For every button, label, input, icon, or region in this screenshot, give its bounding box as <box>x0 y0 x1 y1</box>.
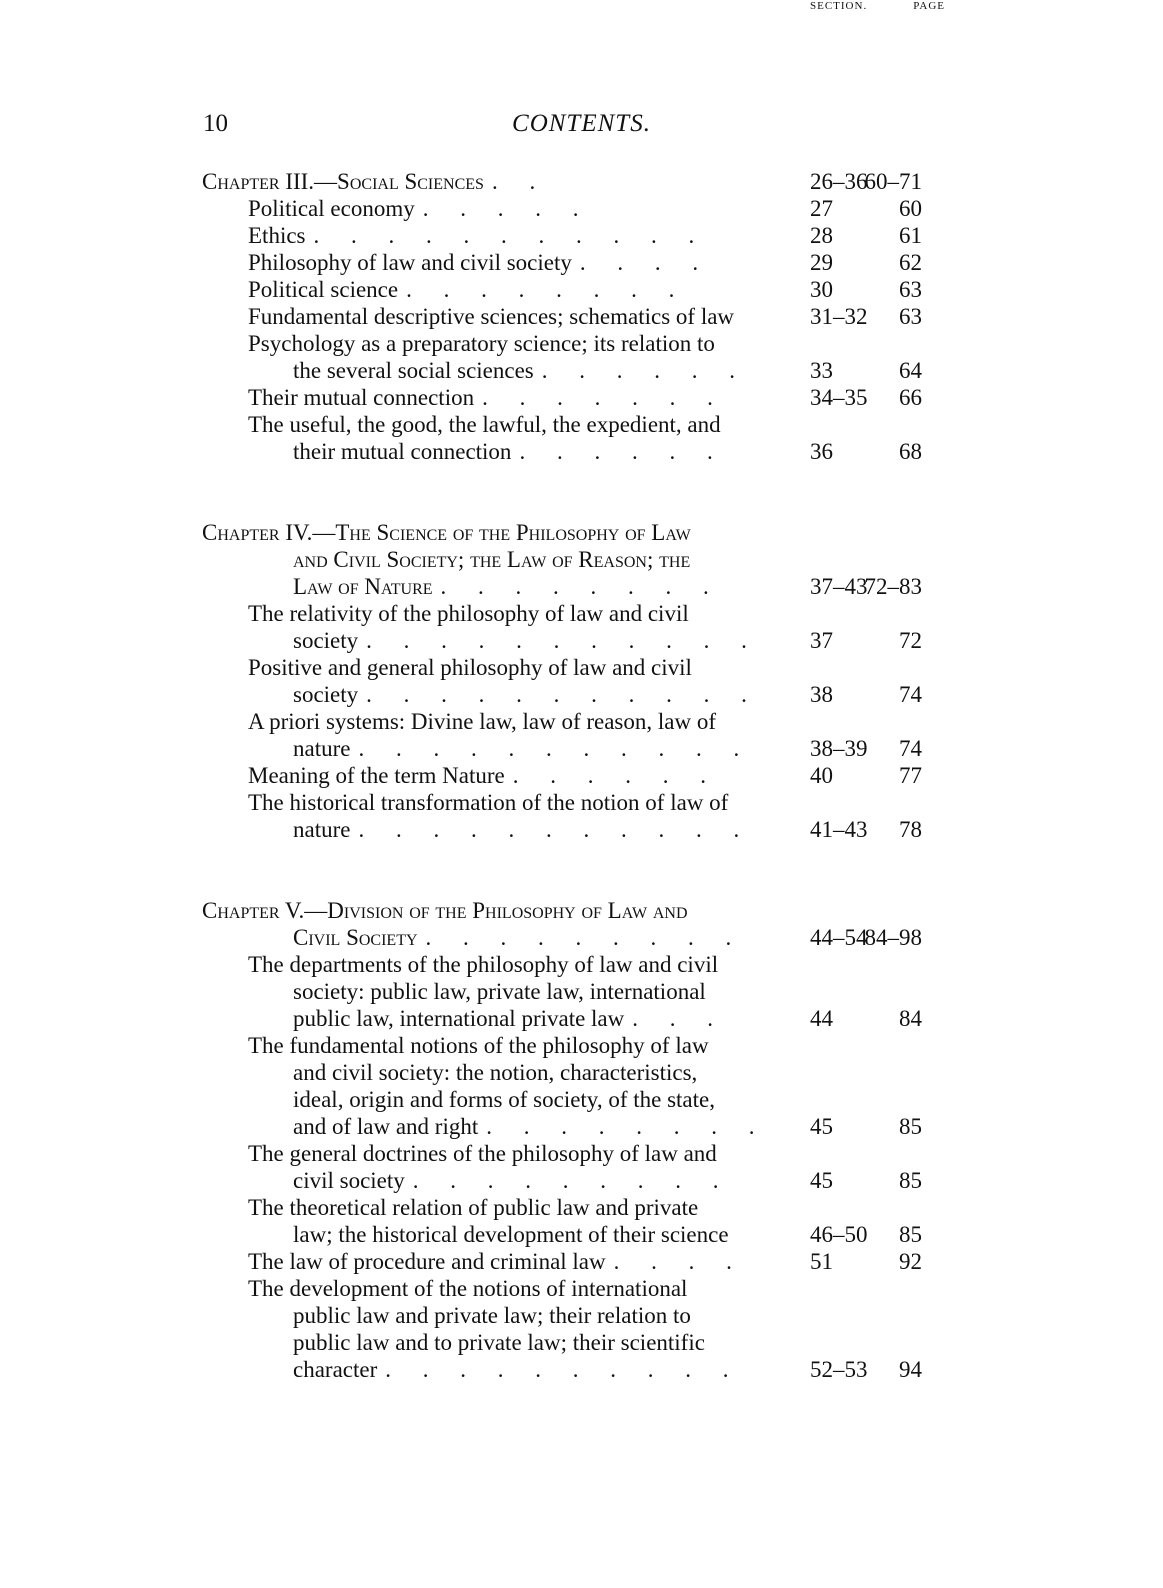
entry-text: Ethics <box>248 223 306 248</box>
toc-entry <box>0 789 1163 816</box>
chapter-heading <box>0 519 1163 546</box>
toc-entry <box>0 1059 1163 1086</box>
page-reference: 85 <box>899 1114 922 1139</box>
entry-text-wrap <box>248 1275 695 1302</box>
entry-text-wrap <box>248 1248 745 1275</box>
toc-entry <box>0 1356 1163 1383</box>
section-number: 29 <box>810 250 833 275</box>
entry-text: The departments of the philosophy of law and civil <box>248 952 719 977</box>
section-number: 46–50 <box>810 1222 868 1247</box>
page-reference: 66 <box>899 385 922 410</box>
section-number: 45 <box>810 1168 833 1193</box>
leader-dots: . . . . . . . . . <box>425 925 745 950</box>
entry-text: Civil Society <box>293 925 418 950</box>
toc-entry <box>0 600 1163 627</box>
chapter-gap <box>0 465 1163 519</box>
entry-text: their mutual connection <box>293 439 512 464</box>
page-reference: 84 <box>899 1006 922 1031</box>
entry-text-wrap <box>293 1221 737 1248</box>
toc-entry <box>0 1221 1163 1248</box>
toc-entry <box>0 330 1163 357</box>
entry-text-wrap <box>248 708 724 735</box>
toc-entry <box>0 1005 1163 1032</box>
toc-entry <box>0 573 1163 600</box>
entry-text: society <box>293 682 359 707</box>
entry-text: public law and private law; their relation to <box>293 1303 691 1328</box>
entry-text: The general doctrines of the philosophy of law and <box>248 1141 717 1166</box>
toc-entry <box>0 249 1163 276</box>
entry-text-wrap <box>248 249 711 276</box>
toc-entry <box>0 438 1163 465</box>
entry-text: A priori systems: Divine law, law of reason, law of <box>248 709 716 734</box>
section-number: 37–43 <box>810 574 868 599</box>
entry-text: The development of the notions of international <box>248 1276 688 1301</box>
leader-dots: . . . . . . . . . . . <box>366 628 760 653</box>
entry-text-wrap <box>248 600 697 627</box>
page-reference: 64 <box>899 358 922 383</box>
toc-entry <box>0 1113 1163 1140</box>
page-reference: 60 <box>899 196 922 221</box>
entry-text-wrap <box>202 519 699 546</box>
leader-dots: . . . . . . . . <box>440 574 722 599</box>
toc-entry <box>0 384 1163 411</box>
toc-entry <box>0 1032 1163 1059</box>
entry-text: nature <box>293 736 351 761</box>
entry-text: Political economy <box>248 196 415 221</box>
entry-text-wrap <box>293 735 752 762</box>
toc-entry <box>0 708 1163 735</box>
entry-text: society <box>293 628 359 653</box>
leader-dots: . . . . . . . . . . . <box>358 736 753 761</box>
page-reference: 62 <box>899 250 922 275</box>
entry-text: Chapter V.—Division of the Philosophy of Law and <box>202 898 688 923</box>
toc-entry <box>0 1329 1163 1356</box>
entry-text: The fundamental notions of the philosophy of law <box>248 1033 709 1058</box>
section-number: 37 <box>810 628 833 653</box>
section-number: 44–54 <box>810 925 868 950</box>
entry-text-wrap <box>293 1059 705 1086</box>
chapter-heading <box>0 897 1163 924</box>
page-reference: 63 <box>899 304 922 329</box>
entry-text-wrap <box>248 789 736 816</box>
leader-dots: . . . . . . . . . . . <box>366 682 760 707</box>
section-number: 44 <box>810 1006 833 1031</box>
leader-dots: . . . . . <box>422 196 592 221</box>
toc-entry <box>0 357 1163 384</box>
toc-entry <box>0 627 1163 654</box>
page-reference: 85 <box>899 1222 922 1247</box>
section-number: 51 <box>810 1249 833 1274</box>
entry-text-wrap <box>248 222 707 249</box>
leader-dots: . . . . . . . . . <box>412 1168 732 1193</box>
leader-dots: . . <box>491 169 549 194</box>
entry-text-wrap <box>293 1005 726 1032</box>
entry-text: Psychology as a preparatory science; its relation to <box>248 331 715 356</box>
entry-text-wrap <box>248 1194 706 1221</box>
page-reference: 74 <box>899 736 922 761</box>
toc-entry <box>0 546 1163 573</box>
section-number: 27 <box>810 196 833 221</box>
entry-text: Political science <box>248 277 399 302</box>
toc-entry <box>0 681 1163 708</box>
entry-text-wrap <box>293 681 760 708</box>
toc-entry <box>0 276 1163 303</box>
entry-text: The historical transformation of the notion of law of <box>248 790 729 815</box>
page-number: 10 <box>203 110 228 137</box>
section-number: 40 <box>810 763 833 788</box>
chapter-gap <box>0 843 1163 897</box>
entry-text: public law and to private law; their scientific <box>293 1330 705 1355</box>
entry-text-wrap <box>248 1140 725 1167</box>
section-number: 38–39 <box>810 736 868 761</box>
entry-text: civil society <box>293 1168 405 1193</box>
entry-text: Law of Nature <box>293 574 433 599</box>
entry-text: The useful, the good, the lawful, the expedient, and <box>248 412 721 437</box>
entry-text: and of law and right <box>293 1114 479 1139</box>
toc-entry <box>0 654 1163 681</box>
entry-text: The law of procedure and criminal law <box>248 1249 606 1274</box>
entry-text-wrap <box>248 654 700 681</box>
leader-dots: . . . . . . <box>541 358 748 383</box>
entry-text: the several social sciences <box>293 358 534 383</box>
toc-entry <box>0 816 1163 843</box>
toc-entry <box>0 1194 1163 1221</box>
entry-text-wrap <box>202 897 696 924</box>
entry-text: and civil society: the notion, characteristics, <box>293 1060 698 1085</box>
leader-dots: . . . . . . . . . . . <box>313 223 708 248</box>
toc-entry <box>0 1248 1163 1275</box>
entry-text-wrap <box>248 195 591 222</box>
entry-text: Positive and general philosophy of law and civil <box>248 655 692 680</box>
page-reference: 72 <box>899 628 922 653</box>
section-number: 34–35 <box>810 385 868 410</box>
entry-text-wrap <box>248 303 742 330</box>
toc-entry <box>0 735 1163 762</box>
entry-text-wrap <box>293 438 726 465</box>
entry-text-wrap <box>293 924 744 951</box>
table-of-contents <box>0 168 1163 1383</box>
toc-entry <box>0 1275 1163 1302</box>
page-reference: 74 <box>899 682 922 707</box>
entry-text: character <box>293 1357 378 1382</box>
entry-text-wrap <box>293 1113 767 1140</box>
running-title: CONTENTS. <box>512 110 651 137</box>
page-reference: 61 <box>899 223 922 248</box>
entry-text: Chapter IV.—The Science of the Philosophy of Law <box>202 520 691 545</box>
leader-dots: . . . . <box>613 1249 745 1274</box>
entry-text-wrap <box>248 384 726 411</box>
section-number: 30 <box>810 277 833 302</box>
page-reference: 84–98 <box>864 925 922 950</box>
section-number: 45 <box>810 1114 833 1139</box>
toc-entry <box>0 1086 1163 1113</box>
section-number: 52–53 <box>810 1357 868 1382</box>
section-number: 28 <box>810 223 833 248</box>
toc-entry <box>0 195 1163 222</box>
entry-text-wrap <box>293 1356 742 1383</box>
page-column-header: PAGE <box>913 0 945 12</box>
entry-text-wrap <box>248 951 726 978</box>
entry-text: Their mutual connection <box>248 385 475 410</box>
entry-text-wrap <box>293 546 698 573</box>
entry-text: Meaning of the term Nature <box>248 763 505 788</box>
leader-dots: . . . <box>632 1006 727 1031</box>
entry-text-wrap <box>248 330 723 357</box>
leader-dots: . . . . . . . . . . <box>385 1357 742 1382</box>
section-number: 38 <box>810 682 833 707</box>
leader-dots: . . . . . . . . . . . <box>358 817 753 842</box>
entry-text: public law, international private law <box>293 1006 625 1031</box>
entry-text-wrap <box>248 276 687 303</box>
leader-dots: . . . . <box>579 250 712 275</box>
entry-text: The theoretical relation of public law and private <box>248 1195 699 1220</box>
toc-entry <box>0 1302 1163 1329</box>
entry-text-wrap <box>202 168 548 195</box>
page-reference: 72–83 <box>864 574 922 599</box>
toc-entry <box>0 978 1163 1005</box>
entry-text-wrap <box>293 573 722 600</box>
toc-entry <box>0 1167 1163 1194</box>
section-number: 41–43 <box>810 817 868 842</box>
toc-entry <box>0 762 1163 789</box>
entry-text: nature <box>293 817 351 842</box>
entry-text: Chapter III.—Social Sciences <box>202 169 484 194</box>
entry-text-wrap <box>248 411 729 438</box>
section-column-header: SECTION. <box>810 0 868 12</box>
toc-entry <box>0 303 1163 330</box>
section-number: 31–32 <box>810 304 868 329</box>
toc-entry <box>0 411 1163 438</box>
leader-dots: . . . . . . . . <box>486 1114 768 1139</box>
page-reference: 92 <box>899 1249 922 1274</box>
section-number: 33 <box>810 358 833 383</box>
entry-text-wrap <box>293 816 752 843</box>
page-reference: 77 <box>899 763 922 788</box>
page-reference: 94 <box>899 1357 922 1382</box>
toc-entry <box>0 1140 1163 1167</box>
section-number: 36 <box>810 439 833 464</box>
leader-dots: . . . . . . . <box>482 385 726 410</box>
entry-text: ideal, origin and forms of society, of the state, <box>293 1087 715 1112</box>
page-reference: 68 <box>899 439 922 464</box>
entry-text: law; the historical development of their science <box>293 1222 729 1247</box>
toc-entry <box>0 222 1163 249</box>
entry-text-wrap <box>248 1032 717 1059</box>
entry-text: Fundamental descriptive sciences; schematics of law <box>248 304 735 329</box>
entry-text: and Civil Society; the Law of Reason; the <box>293 547 691 572</box>
page-reference: 63 <box>899 277 922 302</box>
entry-text: society: public law, private law, international <box>293 979 706 1004</box>
entry-text: Philosophy of law and civil society <box>248 250 572 275</box>
leader-dots: . . . . . . <box>519 439 726 464</box>
entry-text: The relativity of the philosophy of law and civil <box>248 601 689 626</box>
entry-text-wrap <box>293 1167 732 1194</box>
section-number: 26–36 <box>810 169 868 194</box>
page-reference: 60–71 <box>864 169 922 194</box>
toc-entry <box>0 951 1163 978</box>
chapter-heading <box>0 168 1163 195</box>
page-reference: 78 <box>899 817 922 842</box>
entry-text-wrap <box>248 762 719 789</box>
entry-text-wrap <box>293 1302 699 1329</box>
page-reference: 85 <box>899 1168 922 1193</box>
entry-text-wrap <box>293 1329 713 1356</box>
leader-dots: . . . . . . . . <box>406 277 688 302</box>
leader-dots: . . . . . . <box>512 763 719 788</box>
entry-text-wrap <box>293 627 760 654</box>
entry-text-wrap <box>293 1086 723 1113</box>
entry-text-wrap <box>293 357 748 384</box>
toc-entry <box>0 924 1163 951</box>
entry-text-wrap <box>293 978 714 1005</box>
